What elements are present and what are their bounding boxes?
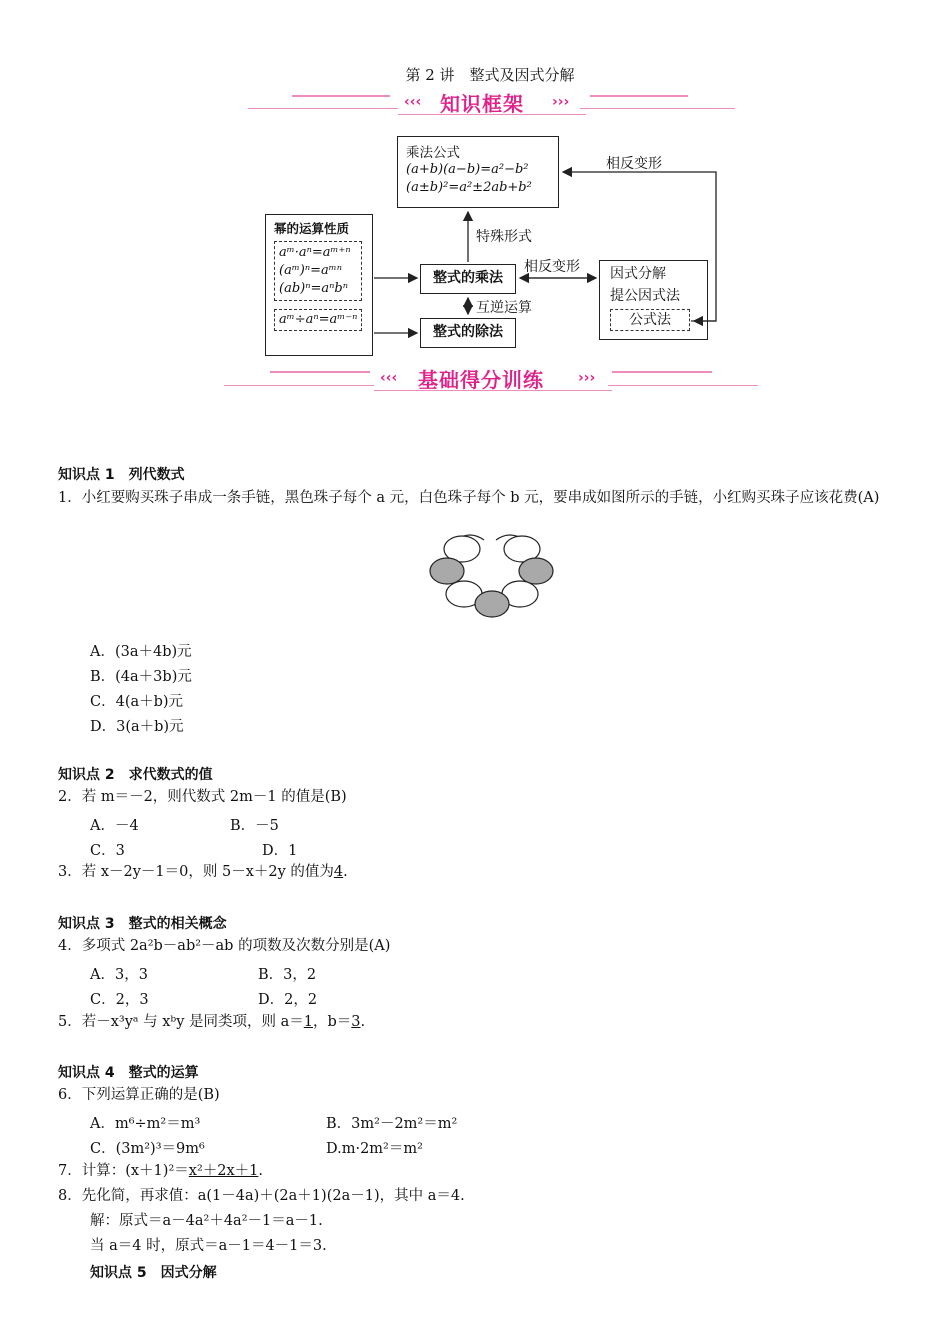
banner-line [612,371,712,373]
q6-option-b: B．3m²－2m²＝m² [326,1116,458,1132]
chevron-left-icon: ‹‹‹ [404,94,422,110]
page-title: 第 2 讲 整式及因式分解 [405,66,575,84]
question-2: 2．若 m＝－2，则代数式 2m－1 的值是(B) [58,789,347,805]
q7-answer: x²＋2x＋1 [188,1163,259,1179]
section-heading-3: 知识点 3 整式的相关概念 [58,916,227,932]
bracelet-figure [426,530,556,622]
section-heading-2: 知识点 2 求代数式的值 [58,767,213,783]
q3-end: . [343,864,348,880]
question-3 [58,860,348,885]
q8-solution-1: 解：原式＝a－4a²＋4a²－1＝a－1. [90,1213,323,1229]
section-heading-5: 知识点 5 因式分解 [90,1265,217,1281]
chevron-right-icon: ››› [578,370,596,386]
chevron-left-icon: ‹‹‹ [380,370,398,386]
banner-line [224,385,374,386]
q1-option-c: C．4(a＋b)元 [90,694,184,710]
q4-option-d: D．2，2 [258,992,318,1008]
banner-knowledge-framework: 知识框架 [440,92,524,116]
common-factor-method: 提公因式法 [610,288,680,304]
q4-option-c: C．2，3 [90,992,149,1008]
formula-line-2: (a±b)²=a²±2ab+b² [406,180,532,195]
q6-option-d: D.m·2m²＝m² [326,1141,423,1157]
q7-end: . [258,1163,263,1179]
q1-option-a: A．(3a＋4b)元 [90,644,192,660]
label-special-form: 特殊形式 [476,229,532,245]
polynomial-division-box: 整式的除法 [420,318,516,348]
diagram-arrows [0,0,950,420]
q5-answer-a: 1 [303,1014,313,1030]
banner-line [608,385,758,386]
q2-option-d: D．1 [262,843,298,859]
q1-option-b: B．(4a＋3b)元 [90,669,192,685]
q3-answer: 4 [333,864,344,880]
question-8: 8．先化简，再求值：a(1－4a)＋(2a＋1)(2a－1)，其中 a＝4. [58,1188,465,1204]
polynomial-multiplication-box: 整式的乘法 [420,264,516,294]
power-rule-1: aᵐ·aⁿ=aᵐ⁺ⁿ [279,245,351,260]
banner-underline [374,390,612,391]
question-5 [58,1010,365,1035]
question-7 [58,1159,263,1184]
q3-text: 3．若 x－2y－1＝0，则 5－x＋2y 的值为 [58,864,334,880]
section-heading-1: 知识点 1 列代数式 [58,467,185,483]
banner-line [270,371,370,373]
label-inverse-operation: 互逆运算 [476,300,532,316]
label-reverse-change-mid: 相反变形 [524,259,580,275]
power-rule-2: (aᵐ)ⁿ=aᵐⁿ [279,263,343,278]
q5-answer-b: 3 [351,1014,361,1030]
formula-box-title: 乘法公式 [406,145,460,161]
chevron-right-icon: ››› [552,94,570,110]
section-heading-4: 知识点 4 整式的运算 [58,1065,199,1081]
power-box-title: 幂的运算性质 [274,221,350,236]
q2-option-c: C．3 [90,843,125,859]
q4-option-b: B．3，2 [258,967,317,983]
factorization-title: 因式分解 [610,266,666,282]
q1-option-d: D．3(a＋b)元 [90,719,184,735]
q7-text: 7．计算：(x＋1)²＝ [58,1163,189,1179]
banner-basic-training: 基础得分训练 [418,368,544,392]
q4-option-a: A．3，3 [90,967,148,983]
power-rule-4: aᵐ÷aⁿ=aᵐ⁻ⁿ [279,312,358,327]
label-reverse-change-top: 相反变形 [606,156,662,172]
q6-option-c: C．(3m²)³＝9m⁶ [90,1141,205,1157]
q2-option-b: B．－5 [230,818,279,834]
question-1: 1．小红要购买珠子串成一条手链，黑色珠子每个 a 元，白色珠子每个 b 元，要串成如图所示的手链，小红购买珠子应该花费(A) [58,490,880,506]
question-4: 4．多项式 2a²b－ab²－ab 的项数及次数分别是(A) [58,938,391,954]
power-rule-3: (ab)ⁿ=aⁿbⁿ [279,281,348,296]
q8-solution-2: 当 a＝4 时，原式＝a－1＝4－1＝3. [90,1238,327,1254]
question-6: 6．下列运算正确的是(B) [58,1087,220,1103]
q6-option-a: A．m⁶÷m²＝m³ [90,1116,201,1132]
q5-end: . [360,1014,366,1030]
formula-method: 公式法 [610,309,690,331]
q2-option-a: A．－4 [90,818,139,834]
q5-mid: ，b＝ [312,1014,352,1030]
formula-line-1: (a+b)(a−b)=a²−b² [406,162,529,177]
q5-text: 5．若－x³yᵃ 与 xᵇy 是同类项，则 a＝ [58,1014,304,1030]
